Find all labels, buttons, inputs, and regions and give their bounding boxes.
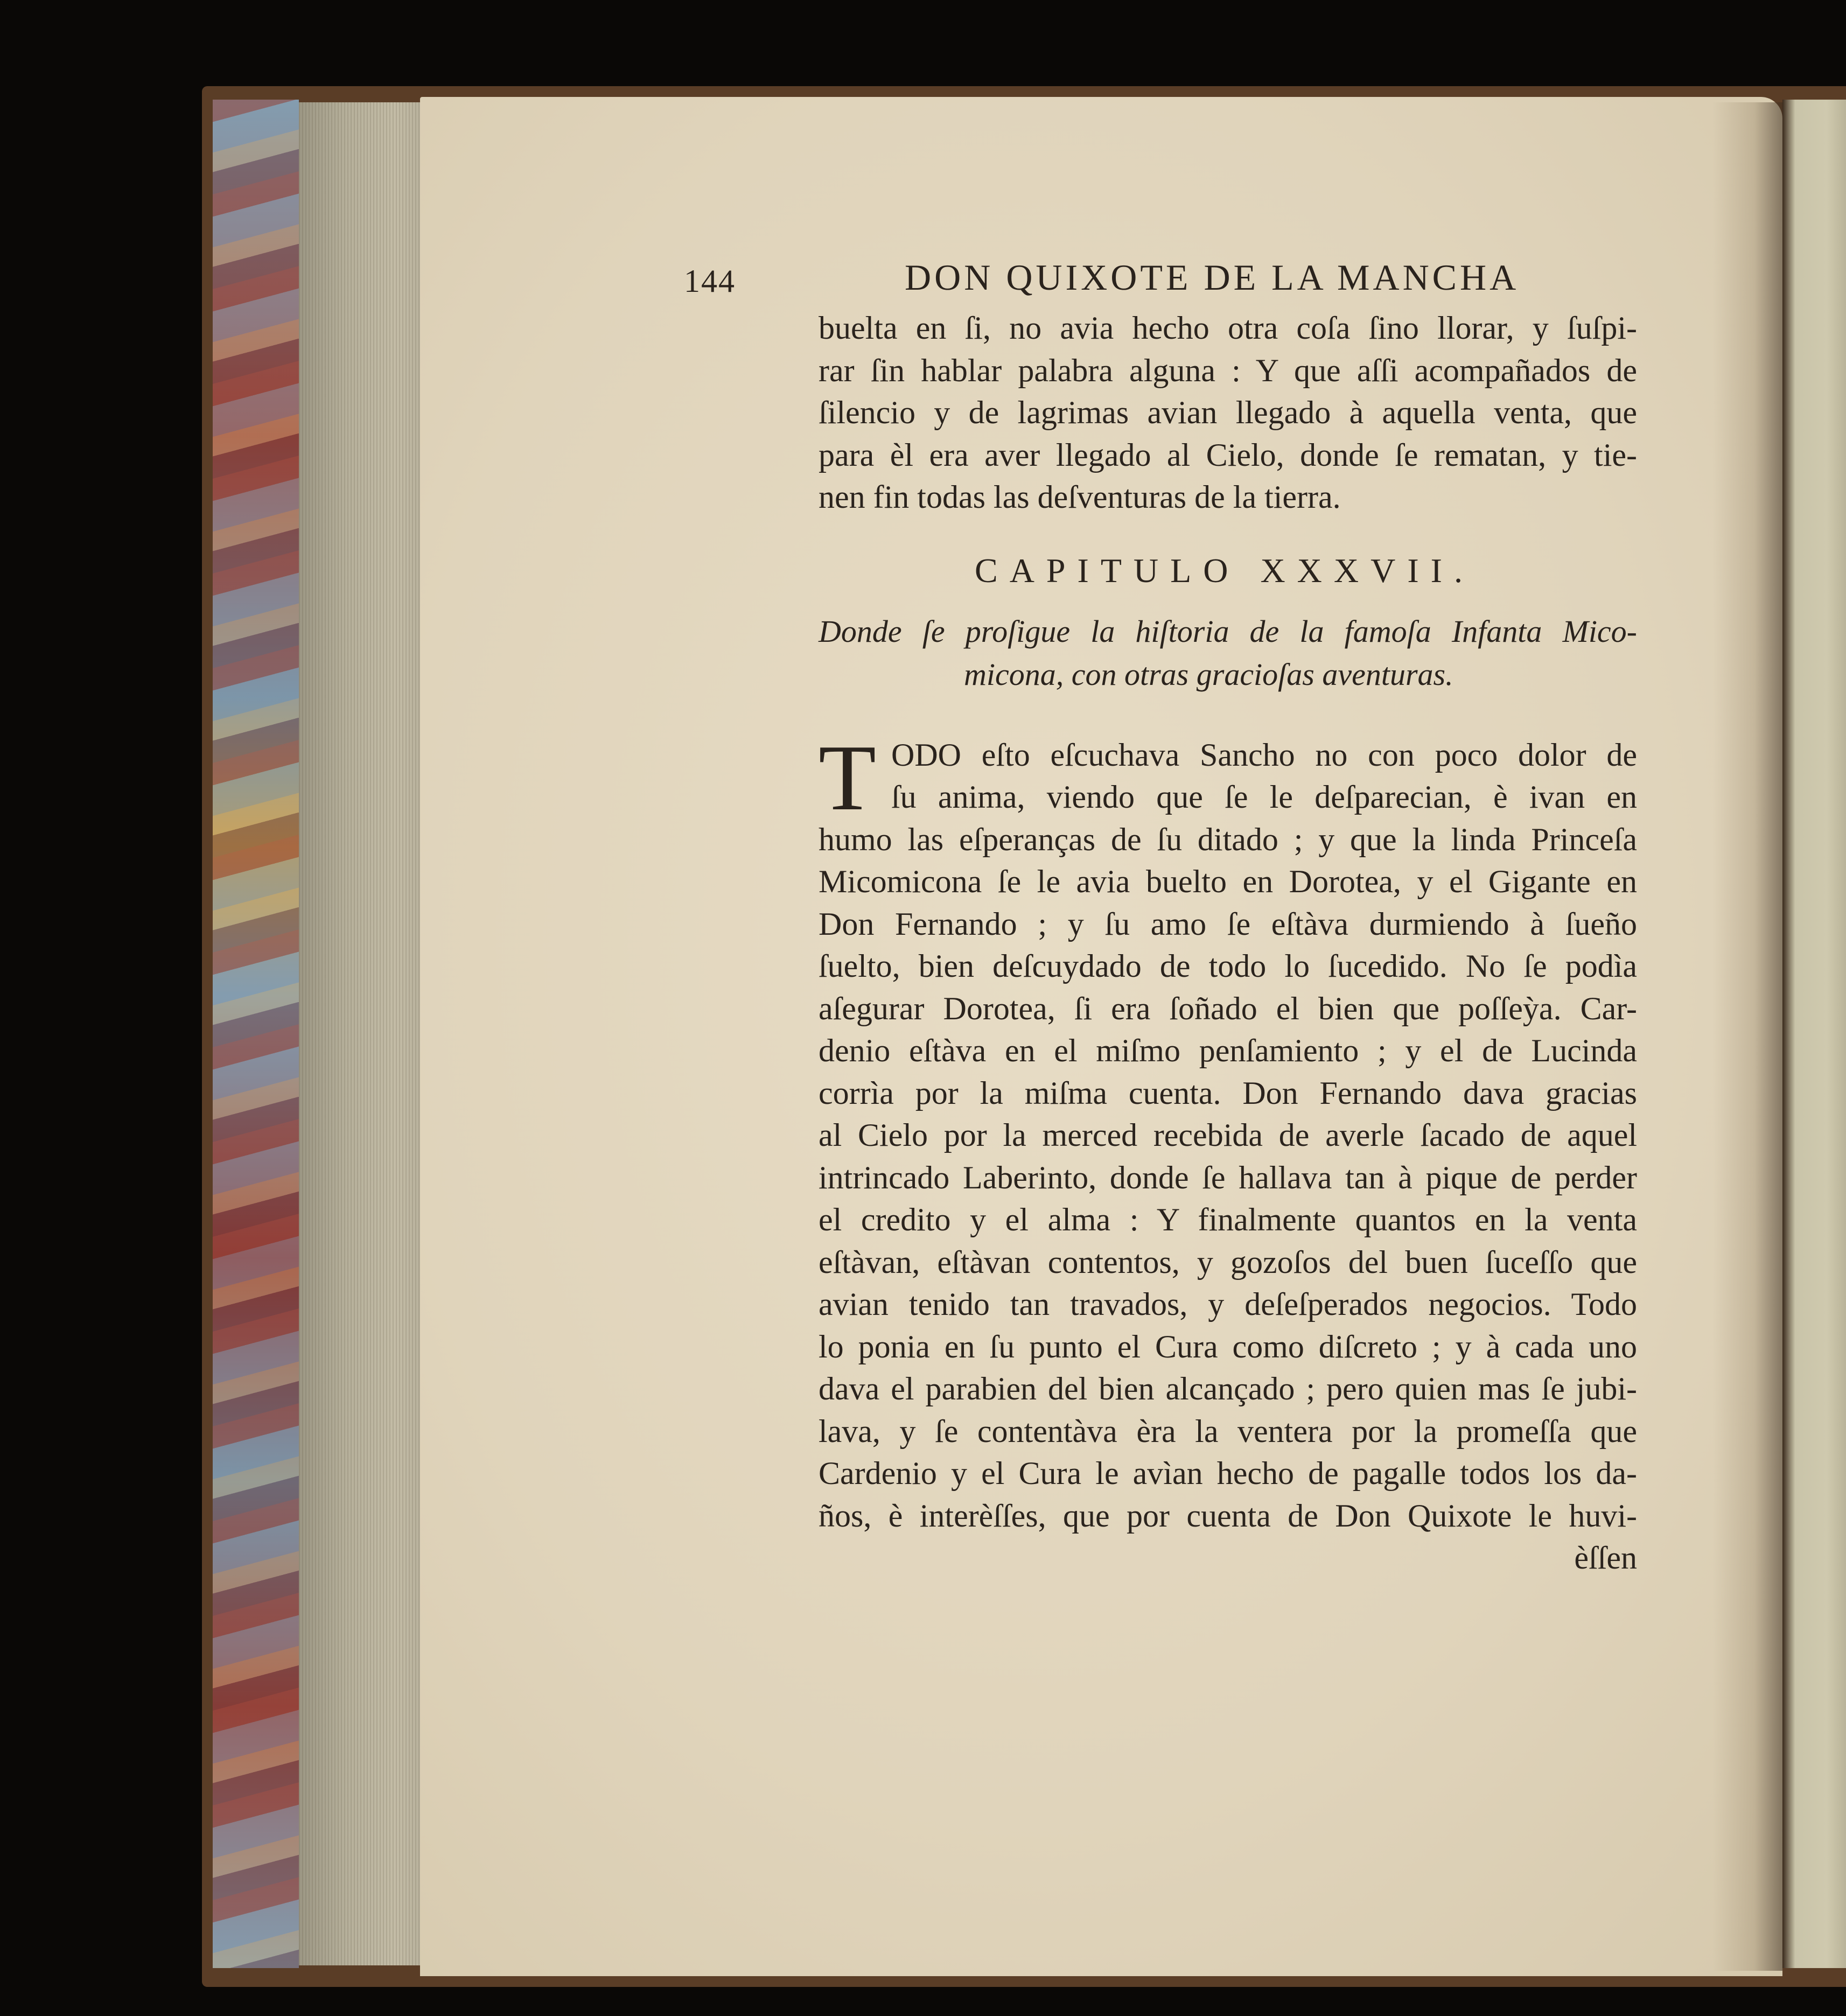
text-line: Micomicona ſe le avia buelto en Dorotea, y el Gigante en — [819, 864, 1637, 899]
text-line: ños, è interèſſes, que por cuenta de Don Quixote le huvi- — [819, 1497, 1637, 1534]
text-line: nen fin todas las deſventuras de la tierra. — [819, 479, 1341, 515]
text-line: Cardenio y el Cura le avìan hecho de pagalle todos los da- — [819, 1455, 1637, 1491]
text-line: dava el parabien del bien alcançado ; pero quien mas ſe jubi- — [819, 1371, 1637, 1406]
chapter-heading: CAPITULO XXXVII. — [975, 551, 1474, 590]
text-line: ſuelto, bien deſcuydado de todo lo ſucedido. No ſe podìa — [819, 948, 1637, 984]
subtitle-line: Donde ſe proſigue la hiſtoria de la famoſa Infanta Mico- — [819, 613, 1637, 649]
page-text — [684, 242, 1637, 1579]
page-edges — [299, 102, 420, 1965]
facing-page-edge — [1782, 100, 1846, 1968]
text-line: humo las eſperanças de ſu ditado ; y que la linda Princeſa — [819, 821, 1637, 857]
text-line: lo ponia en ſu punto el Cura como diſcreto ; y à cada uno — [819, 1328, 1637, 1364]
text-line: para èl era aver llegado al Cielo, donde ſe rematan, y tie- — [819, 437, 1637, 473]
text-line: ODO eſto eſcuchava Sancho no con poco dolor de — [891, 737, 1637, 773]
text-line: avian tenido tan travados, y deſeſperados negocios. Todo — [819, 1286, 1637, 1322]
text-line: ſu anima, viendo que ſe le deſparecian, è ivan en — [891, 779, 1637, 815]
text-line: intrincado Laberinto, donde ſe hallava tan à pique de perder — [819, 1159, 1637, 1195]
page-number: 144 — [684, 263, 736, 299]
running-title: DON QUIXOTE DE LA MANCHA — [905, 257, 1520, 298]
catchword: èſſen — [1574, 1540, 1637, 1576]
text-line: ſilencio y de lagrimas avian llegado à aquella venta, que — [819, 395, 1637, 430]
subtitle-line: micona, con otras gracioſas aventuras. — [964, 656, 1453, 692]
marbled-edge — [213, 100, 299, 1968]
text-line: el credito y el alma : Y finalmente quantos en la venta — [819, 1202, 1637, 1237]
text-line: Don Fernando ; y ſu amo ſe eſtàva durmiendo à ſueño — [819, 906, 1637, 942]
text-line: aſegurar Dorotea, ſi era ſoñado el bien que poſſeỳa. Car- — [819, 990, 1637, 1026]
running-head — [684, 242, 1637, 307]
text-line: al Cielo por la merced recebida de averle ſacado de aquel — [819, 1117, 1637, 1153]
chapter-body — [819, 725, 1637, 1579]
chapter-subtitle — [819, 610, 1637, 696]
text-line: rar ſin hablar palabra alguna : Y que aſſi acompañados de — [819, 352, 1637, 388]
text-line: lava, y ſe contentàva èra la ventera por la promeſſa que — [819, 1413, 1637, 1449]
opening-paragraph — [819, 307, 1637, 519]
text-line: denio eſtàva en el miſmo penſamiento ; y el de Lucinda — [819, 1033, 1637, 1068]
text-line: buelta en ſi, no avia hecho otra coſa ſino llorar, y ſuſpi- — [819, 310, 1637, 346]
drop-cap: T — [819, 725, 876, 830]
page-gutter — [1712, 102, 1782, 1971]
text-line: eſtàvan, eſtàvan contentos, y gozoſos del buen ſuceſſo que — [819, 1244, 1637, 1280]
text-line: corrìa por la miſma cuenta. Don Fernando dava gracias — [819, 1075, 1637, 1111]
